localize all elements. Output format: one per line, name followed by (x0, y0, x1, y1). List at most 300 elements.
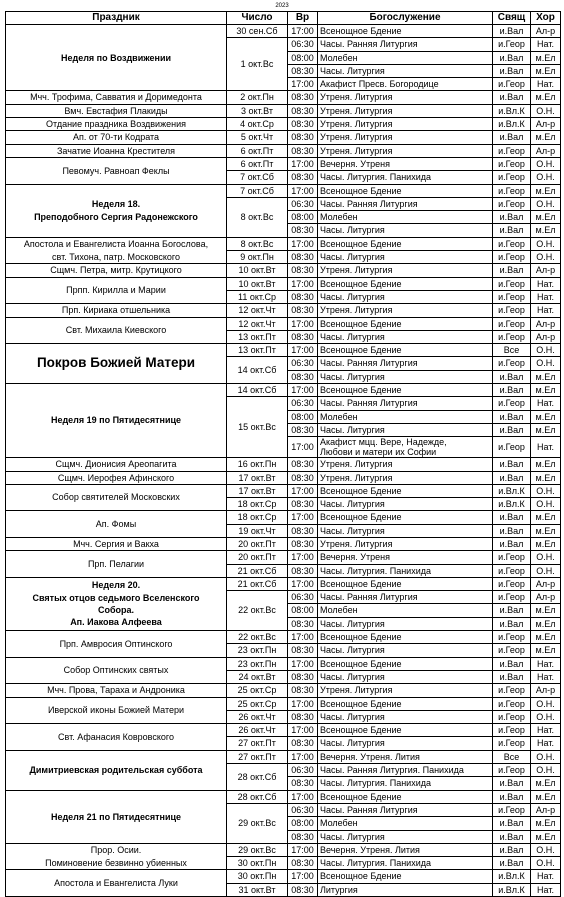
table-row (6, 537, 561, 550)
feast-name-cell: Сщмч. Иерофея Афинского (6, 471, 227, 484)
choir-cell: О.Н. (531, 498, 561, 511)
choir-cell: Нат. (531, 724, 561, 737)
feast-name-cell: Отдание праздника Воздвижения (6, 118, 227, 131)
priest-cell: и.Вал (493, 670, 531, 683)
choir-cell: Ал-р (531, 577, 561, 590)
choir-cell: Ал-р (531, 684, 561, 697)
choir-cell: м.Ел (531, 410, 561, 423)
feast-name-cell: Зачатие Иоанна Крестителя (6, 144, 227, 157)
priest-cell: и.Вал (493, 777, 531, 790)
feast-name-cell: Мчч. Трофима, Савватия и Доримедонта (6, 91, 227, 104)
choir-cell: Нат. (531, 870, 561, 883)
feast-name-cell: Сщмч. Петра, митр. Крутицкого (6, 264, 227, 277)
priest-cell: и.Геор (493, 330, 531, 343)
priest-cell: и.Геор (493, 197, 531, 210)
table-row (6, 511, 561, 524)
date-cell: 10 окт.Вт (227, 277, 288, 290)
date-cell: 23 окт.Пн (227, 657, 288, 670)
service-cell: Всенощное Бдение (318, 697, 493, 710)
priest-cell: и.Вал (493, 91, 531, 104)
service-cell: Молебен (318, 410, 493, 423)
choir-cell: м.Ел (531, 524, 561, 537)
table-row (6, 104, 561, 117)
time-cell: 08:30 (288, 670, 318, 683)
date-cell: 5 окт.Чт (227, 131, 288, 144)
service-cell: Часы. Литургия (318, 330, 493, 343)
choir-cell: м.Ел (531, 511, 561, 524)
date-cell: 21 окт.Сб (227, 577, 288, 590)
priest-cell: и.Вл.К (493, 118, 531, 131)
priest-cell: и.Вал (493, 211, 531, 224)
choir-cell: м.Ел (531, 423, 561, 436)
feast-name-cell: Свт. Михаила Киевского (6, 317, 227, 344)
service-cell: Всенощное Бдение (318, 317, 493, 330)
date-cell: 27 окт.Пт (227, 737, 288, 750)
choir-cell: м.Ел (531, 644, 561, 657)
time-cell: 08:30 (288, 171, 318, 184)
feast-name-cell: Прп. Пелагии (6, 551, 227, 578)
choir-cell: м.Ел (531, 617, 561, 630)
priest-cell: и.Геор (493, 184, 531, 197)
table-row (6, 184, 561, 197)
feast-name-cell: Прп. Амвросия Оптинского (6, 631, 227, 658)
service-cell: Часы. Литургия (318, 423, 493, 436)
time-cell: 08:30 (288, 857, 318, 870)
choir-cell: м.Ел (531, 224, 561, 237)
feast-name-cell: Ап. от 70-ти Кодрата (6, 131, 227, 144)
table-row (6, 131, 561, 144)
service-cell: Часы. Ранняя Литургия (318, 357, 493, 370)
priest-cell: и.Геор (493, 684, 531, 697)
header-date: Число (227, 12, 288, 25)
priest-cell: и.Геор (493, 591, 531, 604)
service-cell: Всенощное Бдение (318, 277, 493, 290)
time-cell: 06:30 (288, 397, 318, 410)
feast-name-cell: Апостола и Евангелиста Луки (6, 870, 227, 897)
priest-cell: и.Геор (493, 764, 531, 777)
priest-cell: и.Геор (493, 644, 531, 657)
time-cell: 06:30 (288, 591, 318, 604)
choir-cell: Ал-р (531, 118, 561, 131)
table-row (6, 724, 561, 737)
service-cell: Часы. Ранняя Литургия (318, 197, 493, 210)
choir-cell: О.Н. (531, 764, 561, 777)
table-row (6, 870, 561, 883)
service-cell: Утреня. Литургия (318, 304, 493, 317)
service-cell: Утреня. Литургия (318, 118, 493, 131)
table-row (6, 317, 561, 330)
service-cell: Всенощное Бдение (318, 870, 493, 883)
date-cell: 6 окт.Пт (227, 144, 288, 157)
service-cell: Всенощное Бдение (318, 724, 493, 737)
table-row (6, 277, 561, 290)
service-cell: Всенощное Бдение (318, 384, 493, 397)
time-cell: 17:00 (288, 344, 318, 357)
table-row (6, 264, 561, 277)
feast-name-cell: Собор Оптинских святых (6, 657, 227, 684)
choir-cell: О.Н. (531, 697, 561, 710)
priest-cell: и.Геор (493, 38, 531, 51)
time-cell: 17:00 (288, 157, 318, 170)
priest-cell: и.Геор (493, 251, 531, 264)
table-row (6, 157, 561, 170)
choir-cell: м.Ел (531, 131, 561, 144)
time-cell: 08:30 (288, 458, 318, 471)
choir-cell: Ал-р (531, 330, 561, 343)
feast-name-cell: Апостола и Евангелиста Иоанна Богослова, свт. Тихона, патр. Московского (6, 237, 227, 264)
choir-cell: м.Ел (531, 91, 561, 104)
priest-cell: и.Геор (493, 437, 531, 458)
time-cell: 17:00 (288, 277, 318, 290)
choir-cell: Нат. (531, 737, 561, 750)
service-cell: Всенощное Бдение (318, 237, 493, 250)
priest-cell: и.Геор (493, 724, 531, 737)
date-cell: 8 окт.Вс (227, 237, 288, 250)
choir-cell: м.Ел (531, 777, 561, 790)
table-row (6, 684, 561, 697)
choir-cell: О.Н. (531, 484, 561, 497)
choir-cell: О.Н. (531, 750, 561, 763)
feast-name-cell: Неделя 19 по Пятидесятнице (6, 384, 227, 458)
date-cell: 26 окт.Чт (227, 724, 288, 737)
time-cell: 08:30 (288, 617, 318, 630)
service-cell: Часы. Литургия (318, 224, 493, 237)
time-cell: 08:30 (288, 131, 318, 144)
service-cell: Молебен (318, 817, 493, 830)
table-row (6, 790, 561, 803)
date-cell: 16 окт.Пн (227, 458, 288, 471)
date-cell: 28 окт.Сб (227, 764, 288, 791)
time-cell: 17:00 (288, 184, 318, 197)
priest-cell: и.Геор (493, 290, 531, 303)
time-cell: 06:30 (288, 38, 318, 51)
time-cell: 17:00 (288, 750, 318, 763)
choir-cell: Нат. (531, 883, 561, 896)
choir-cell: О.Н. (531, 857, 561, 870)
table-row (6, 551, 561, 564)
time-cell: 08:00 (288, 817, 318, 830)
date-cell: 22 окт.Вс (227, 631, 288, 644)
date-cell: 30 окт.Пн (227, 857, 288, 870)
date-cell: 15 окт.Вс (227, 397, 288, 458)
priest-cell: и.Вал (493, 410, 531, 423)
table-row (6, 237, 561, 250)
table-row (6, 484, 561, 497)
choir-cell: Нат. (531, 657, 561, 670)
service-cell: Часы. Ранняя Литургия (318, 38, 493, 51)
time-cell: 06:30 (288, 197, 318, 210)
table-header-row (6, 12, 561, 25)
date-cell: 12 окт.Чт (227, 317, 288, 330)
time-cell: 08:30 (288, 710, 318, 723)
date-cell: 29 окт.Вс (227, 803, 288, 843)
choir-cell: м.Ел (531, 64, 561, 77)
service-cell: Утреня. Литургия (318, 684, 493, 697)
date-cell: 30 окт.Пн (227, 870, 288, 883)
choir-cell: м.Ел (531, 631, 561, 644)
time-cell: 08:30 (288, 330, 318, 343)
priest-cell: и.Вал (493, 64, 531, 77)
priest-cell: и.Вл.К (493, 104, 531, 117)
table-row (6, 304, 561, 317)
choir-cell: м.Ел (531, 817, 561, 830)
date-cell: 7 окт.Сб (227, 171, 288, 184)
choir-cell: О.Н. (531, 197, 561, 210)
service-cell: Часы. Ранняя Литургия (318, 803, 493, 816)
service-cell: Часы. Литургия (318, 290, 493, 303)
priest-cell: и.Вал (493, 423, 531, 436)
schedule-body (6, 25, 561, 897)
time-cell: 17:00 (288, 843, 318, 856)
date-cell: 24 окт.Вт (227, 670, 288, 683)
service-cell: Всенощное Бдение (318, 577, 493, 590)
priest-cell: и.Вл.К (493, 883, 531, 896)
choir-cell: Нат. (531, 78, 561, 91)
date-cell: 2 окт.Пн (227, 91, 288, 104)
choir-cell: Нат. (531, 397, 561, 410)
table-row (6, 471, 561, 484)
time-cell: 06:30 (288, 764, 318, 777)
service-cell: Утреня. Литургия (318, 458, 493, 471)
service-cell: Часы. Литургия. Панихида (318, 171, 493, 184)
choir-cell: Нат. (531, 670, 561, 683)
service-cell: Часы. Литургия (318, 370, 493, 383)
time-cell: 17:00 (288, 437, 318, 458)
choir-cell: м.Ел (531, 51, 561, 64)
table-row (6, 458, 561, 471)
service-cell: Вечерня. Утреня. Лития (318, 843, 493, 856)
date-cell: 28 окт.Сб (227, 790, 288, 803)
choir-cell: Нат. (531, 38, 561, 51)
service-cell: Вечерня. Утреня (318, 551, 493, 564)
priest-cell: и.Вал (493, 51, 531, 64)
time-cell: 17:00 (288, 551, 318, 564)
date-cell: 13 окт.Пт (227, 330, 288, 343)
date-cell: 29 окт.Вс (227, 843, 288, 856)
service-cell: Всенощное Бдение (318, 344, 493, 357)
header-feast: Праздник (6, 12, 227, 25)
priest-cell: и.Вал (493, 537, 531, 550)
time-cell: 06:30 (288, 357, 318, 370)
priest-cell: и.Геор (493, 631, 531, 644)
choir-cell: Ал-р (531, 144, 561, 157)
date-cell: 14 окт.Сб (227, 384, 288, 397)
choir-cell: О.Н. (531, 251, 561, 264)
service-cell: Вечерня. Утреня. Лития (318, 750, 493, 763)
date-cell: 21 окт.Сб (227, 564, 288, 577)
service-cell: Часы. Ранняя Литургия. Панихида (318, 764, 493, 777)
choir-cell: м.Ел (531, 830, 561, 843)
service-cell: Литургия (318, 883, 493, 896)
choir-cell: Ал-р (531, 803, 561, 816)
priest-cell: и.Вал (493, 370, 531, 383)
priest-cell: и.Вал (493, 384, 531, 397)
feast-name-cell: Неделя 20. Святых отцов седьмого Вселенского Собора. Ап. Иакова Алфеева (6, 577, 227, 630)
priest-cell: и.Вал (493, 830, 531, 843)
header-priest: Свящ (493, 12, 531, 25)
date-cell: 27 окт.Пт (227, 750, 288, 763)
service-cell: Акафист Пресв. Богородице (318, 78, 493, 91)
table-row (6, 577, 561, 590)
time-cell: 08:30 (288, 471, 318, 484)
time-cell: 08:30 (288, 737, 318, 750)
priest-cell: и.Геор (493, 803, 531, 816)
service-cell: Всенощное Бдение (318, 790, 493, 803)
choir-cell: м.Ел (531, 790, 561, 803)
header-choir: Хор (531, 12, 561, 25)
time-cell: 08:30 (288, 524, 318, 537)
choir-cell: Нат. (531, 437, 561, 458)
date-cell: 8 окт.Вс (227, 197, 288, 237)
service-cell: Всенощное Бдение (318, 511, 493, 524)
service-cell: Часы. Литургия (318, 644, 493, 657)
feast-name-cell: Неделя 18. Преподобного Сергия Радонежского (6, 184, 227, 237)
service-cell: Утреня. Литургия (318, 104, 493, 117)
service-cell: Часы. Литургия. Панихида (318, 564, 493, 577)
service-cell: Утреня. Литургия (318, 144, 493, 157)
table-row (6, 750, 561, 763)
time-cell: 08:30 (288, 537, 318, 550)
feast-name-cell: Неделя по Воздвижении (6, 25, 227, 91)
table-row (6, 697, 561, 710)
table-row (6, 631, 561, 644)
date-cell: 9 окт.Пн (227, 251, 288, 264)
time-cell: 17:00 (288, 577, 318, 590)
service-cell: Часы. Литургия (318, 251, 493, 264)
service-cell: Вечерня. Утреня (318, 157, 493, 170)
date-cell: 1 окт.Вс (227, 38, 288, 91)
time-cell: 08:30 (288, 104, 318, 117)
choir-cell: Ал-р (531, 264, 561, 277)
date-cell: 30 сен.Сб (227, 25, 288, 38)
feast-name-cell: Ап. Фомы (6, 511, 227, 538)
date-cell: 18 окт.Ср (227, 498, 288, 511)
priest-cell: и.Геор (493, 157, 531, 170)
service-cell: Часы. Литургия (318, 737, 493, 750)
priest-cell: и.Вал (493, 857, 531, 870)
time-cell: 17:00 (288, 78, 318, 91)
priest-cell: и.Вал (493, 131, 531, 144)
table-row (6, 144, 561, 157)
time-cell: 08:00 (288, 51, 318, 64)
feast-name-cell: Мчч. Прова, Тараха и Андроника (6, 684, 227, 697)
service-cell: Молебен (318, 604, 493, 617)
service-cell: Часы. Литургия (318, 617, 493, 630)
time-cell: 06:30 (288, 803, 318, 816)
choir-cell: Ал-р (531, 317, 561, 330)
time-cell: 17:00 (288, 237, 318, 250)
priest-cell: и.Геор (493, 78, 531, 91)
choir-cell: О.Н. (531, 357, 561, 370)
choir-cell: О.Н. (531, 344, 561, 357)
time-cell: 17:00 (288, 25, 318, 38)
table-row (6, 91, 561, 104)
priest-cell: и.Вал (493, 657, 531, 670)
choir-cell: О.Н. (531, 843, 561, 856)
choir-cell: м.Ел (531, 370, 561, 383)
priest-cell: и.Вал (493, 224, 531, 237)
priest-cell: и.Геор (493, 737, 531, 750)
date-cell: 14 окт.Сб (227, 357, 288, 384)
time-cell: 08:00 (288, 410, 318, 423)
service-cell: Часы. Литургия (318, 498, 493, 511)
priest-cell: и.Геор (493, 171, 531, 184)
date-cell: 6 окт.Пт (227, 157, 288, 170)
choir-cell: О.Н. (531, 171, 561, 184)
priest-cell: и.Геор (493, 357, 531, 370)
service-cell: Утреня. Литургия (318, 471, 493, 484)
priest-cell: и.Вал (493, 843, 531, 856)
year-label: 2023 (275, 3, 289, 9)
time-cell: 08:00 (288, 604, 318, 617)
priest-cell: и.Геор (493, 697, 531, 710)
priest-cell: и.Геор (493, 304, 531, 317)
table-row (6, 25, 561, 38)
time-cell: 08:30 (288, 144, 318, 157)
table-row (6, 657, 561, 670)
time-cell: 08:30 (288, 423, 318, 436)
date-cell: 20 окт.Пт (227, 551, 288, 564)
feast-name-cell: Певомуч. Равноап Феклы (6, 157, 227, 184)
priest-cell: и.Геор (493, 564, 531, 577)
date-cell: 20 окт.Пт (227, 537, 288, 550)
service-cell: Молебен (318, 51, 493, 64)
feast-name-cell: Собор святителей Московских (6, 484, 227, 511)
service-cell: Молебен (318, 211, 493, 224)
time-cell: 08:30 (288, 251, 318, 264)
table-row (6, 344, 561, 357)
date-cell: 22 окт.Вс (227, 591, 288, 631)
priest-cell: и.Геор (493, 144, 531, 157)
service-cell: Часы. Литургия (318, 524, 493, 537)
priest-cell: и.Вал (493, 511, 531, 524)
feast-name-cell: Иверской иконы Божией Матери (6, 697, 227, 724)
priest-cell: и.Вал (493, 817, 531, 830)
date-cell: 17 окт.Вт (227, 484, 288, 497)
service-cell: Акафист мцц. Вере, Надежде, Любови и матери их Софии (318, 437, 493, 458)
time-cell: 08:30 (288, 304, 318, 317)
choir-cell: м.Ел (531, 537, 561, 550)
time-cell: 17:00 (288, 697, 318, 710)
date-cell: 3 окт.Вт (227, 104, 288, 117)
feast-name-cell: Вмч. Евстафия Плакиды (6, 104, 227, 117)
feast-name-cell: Прор. Осии. Поминовение безвинно убиенных (6, 843, 227, 870)
feast-name-cell: Мчч. Сергия и Вакха (6, 537, 227, 550)
service-cell: Часы. Ранняя Литургия (318, 591, 493, 604)
time-cell: 08:30 (288, 370, 318, 383)
feast-name-cell: Свт. Афанасия Ковровского (6, 724, 227, 751)
priest-cell: и.Вал (493, 458, 531, 471)
table-row (6, 843, 561, 856)
date-cell: 23 окт.Пн (227, 644, 288, 657)
time-cell: 08:30 (288, 498, 318, 511)
table-row (6, 118, 561, 131)
service-cell: Часы. Литургия (318, 830, 493, 843)
time-cell: 08:30 (288, 883, 318, 896)
service-cell: Часы. Литургия. Панихида (318, 777, 493, 790)
priest-cell: и.Вл.К (493, 484, 531, 497)
time-cell: 17:00 (288, 631, 318, 644)
service-cell: Часы. Литургия (318, 710, 493, 723)
priest-cell: и.Геор (493, 710, 531, 723)
choir-cell: м.Ел (531, 604, 561, 617)
choir-cell: м.Ел (531, 184, 561, 197)
choir-cell: Нат. (531, 277, 561, 290)
priest-cell: и.Вал (493, 264, 531, 277)
service-schedule-table (5, 11, 561, 897)
time-cell: 17:00 (288, 511, 318, 524)
time-cell: 08:30 (288, 777, 318, 790)
